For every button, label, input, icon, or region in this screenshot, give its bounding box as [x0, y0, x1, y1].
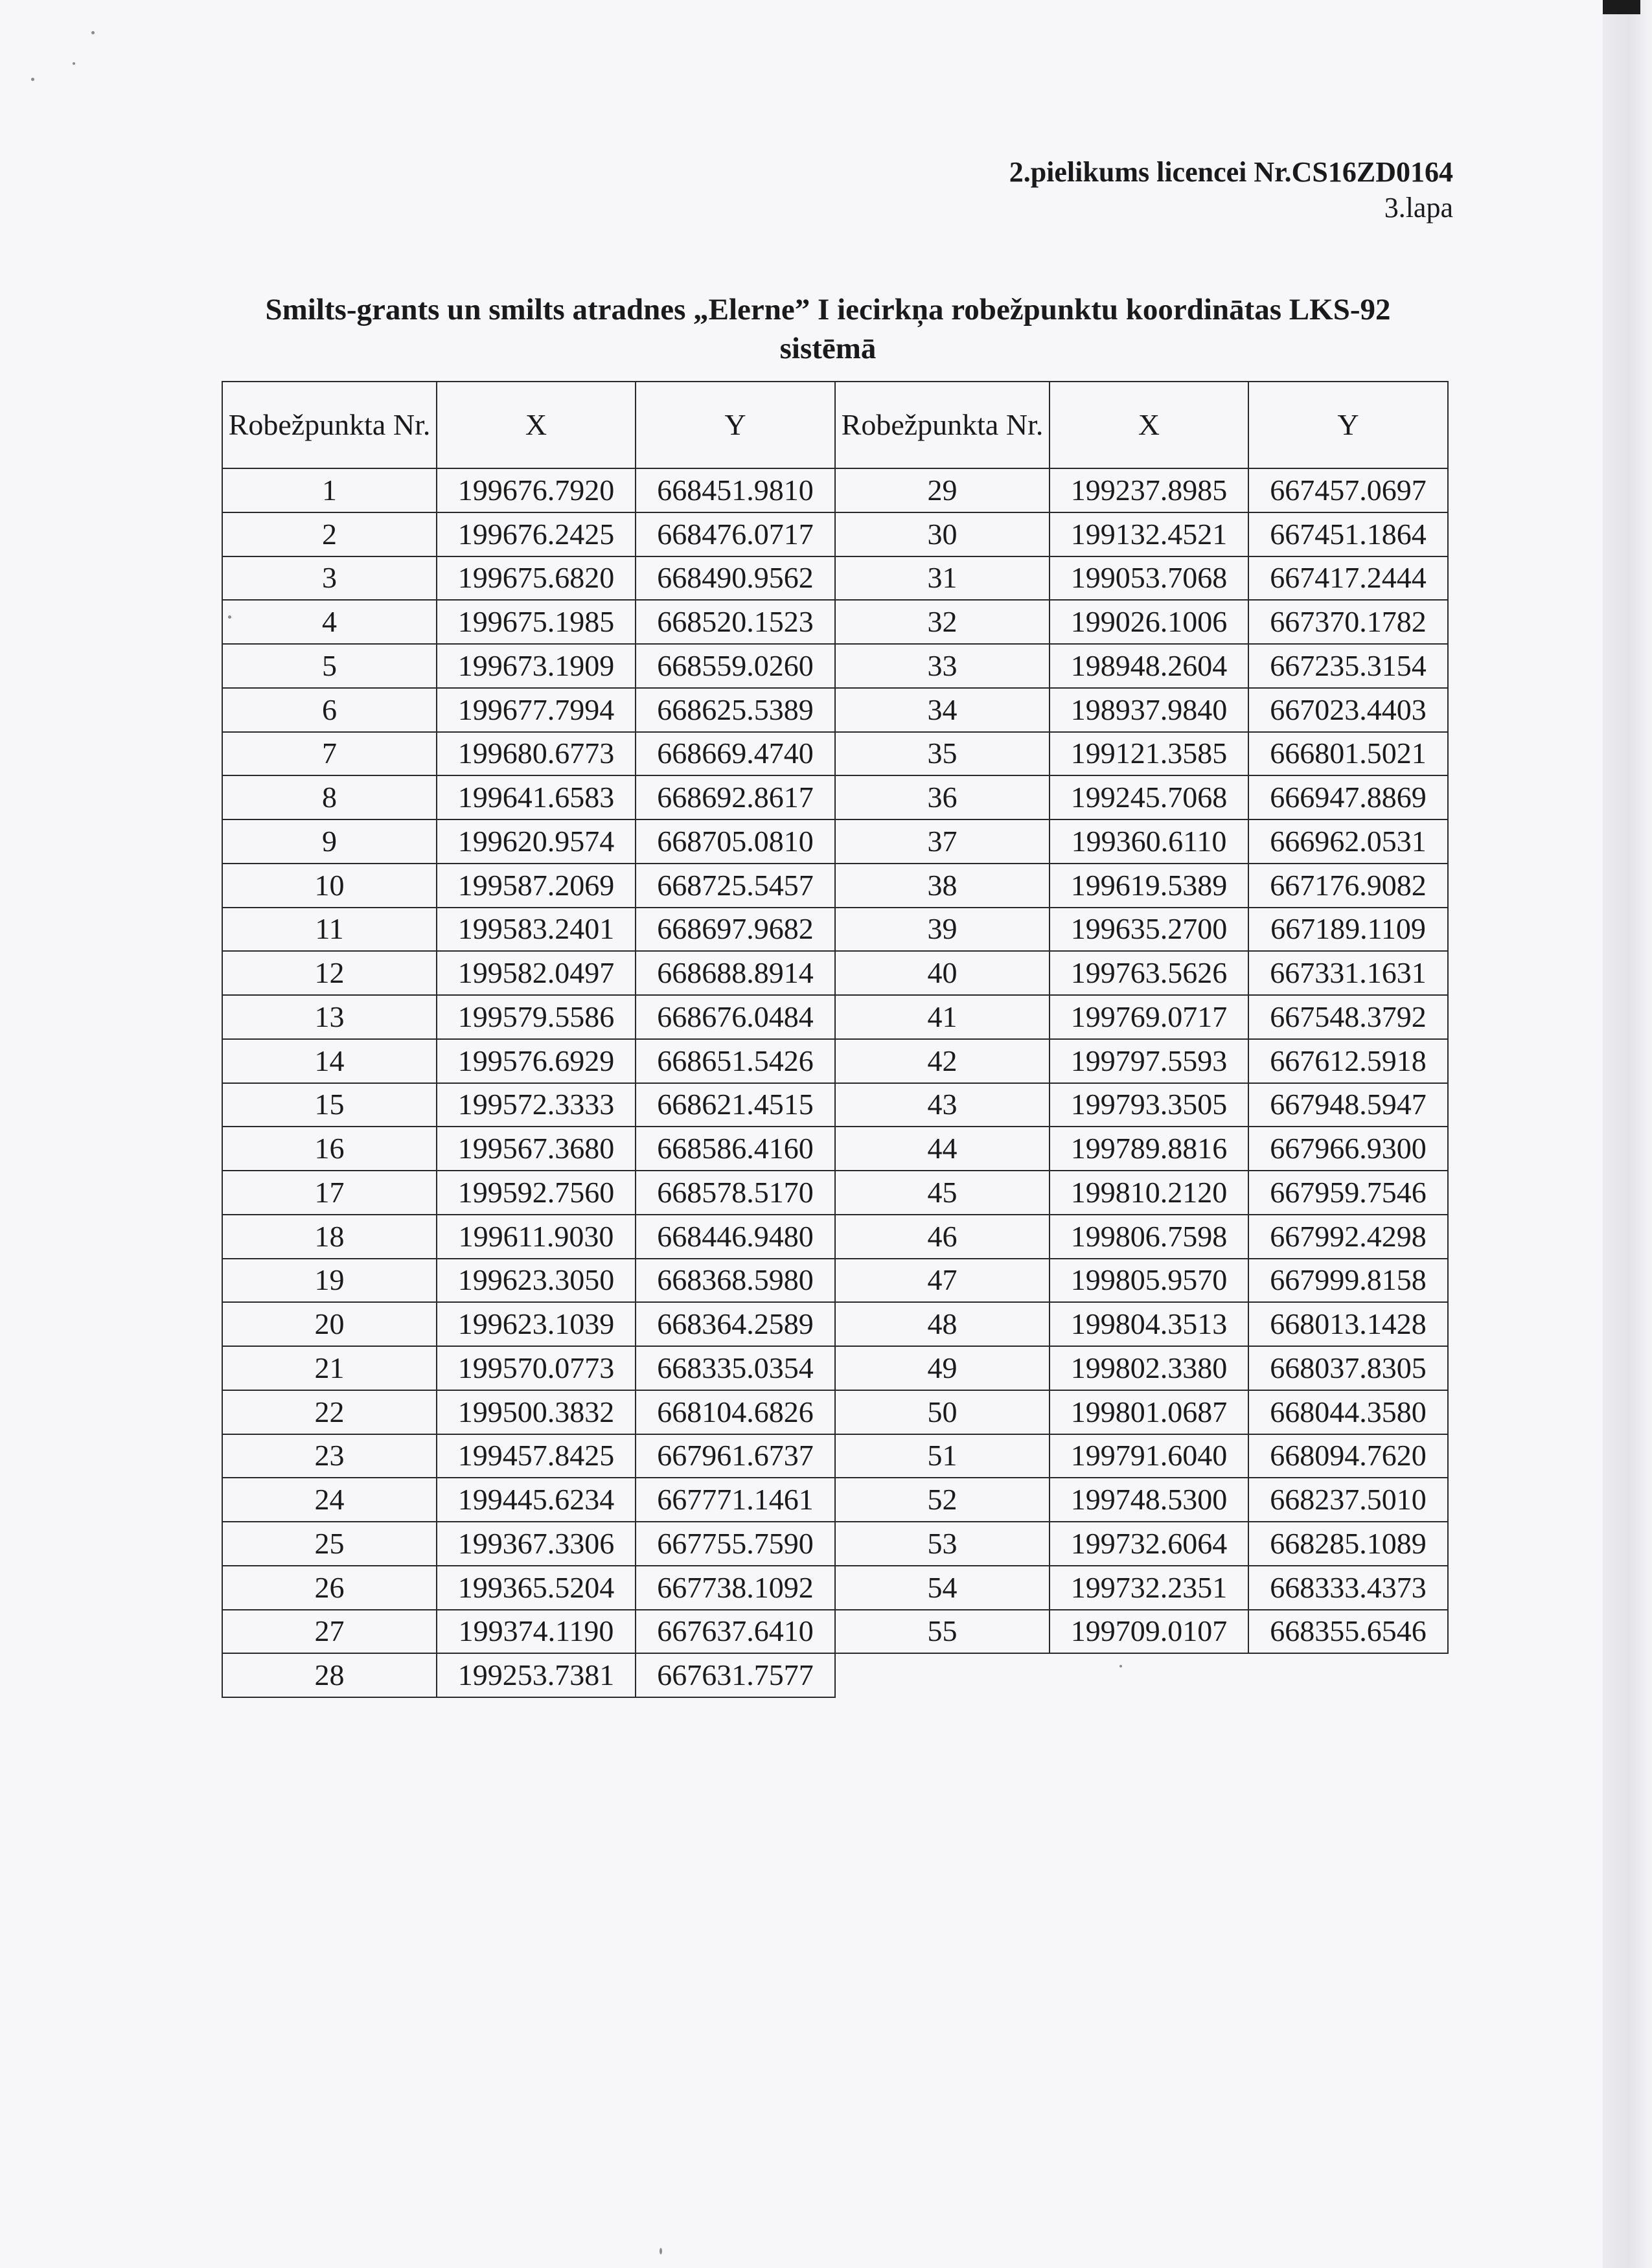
table-row [222, 1215, 1448, 1259]
table-row [222, 468, 1448, 512]
cell-y-coordinate: 668335.0354 [636, 1346, 835, 1390]
cell-y-coordinate: 667331.1631 [1248, 951, 1448, 995]
cell-x-coordinate: 199676.7920 [437, 468, 636, 512]
table-row [222, 1083, 1448, 1127]
cell-y-coordinate: 668451.9810 [636, 468, 835, 512]
cell-x-coordinate: 199732.6064 [1050, 1522, 1248, 1566]
cell-point-nr: 48 [835, 1302, 1050, 1346]
cell-point-nr: 22 [222, 1390, 437, 1434]
cell-x-coordinate: 199445.6234 [437, 1478, 636, 1522]
cell-x-coordinate: 199623.1039 [437, 1302, 636, 1346]
cell-x-coordinate: 199121.3585 [1050, 732, 1248, 776]
cell-y-coordinate: 667176.9082 [1248, 864, 1448, 908]
cell-point-nr: 36 [835, 775, 1050, 819]
cell-point-nr: 44 [835, 1127, 1050, 1171]
cell-y-coordinate: 667548.3792 [1248, 995, 1448, 1039]
cell-point-nr: 30 [835, 512, 1050, 556]
cell-point-nr: 16 [222, 1127, 437, 1171]
scan-speck [660, 2248, 662, 2254]
scan-page-edge [1603, 0, 1652, 2268]
cell-y-coordinate: 666947.8869 [1248, 775, 1448, 819]
cell-point-nr: 24 [222, 1478, 437, 1522]
table-row [222, 1302, 1448, 1346]
table-row [222, 1039, 1448, 1083]
cell-point-nr: 31 [835, 556, 1050, 601]
cell-point-nr: 6 [222, 688, 437, 732]
table-row [222, 1171, 1448, 1215]
table-row [222, 908, 1448, 952]
cell-point-nr: 35 [835, 732, 1050, 776]
cell-y-coordinate: 667959.7546 [1248, 1171, 1448, 1215]
cell-x-coordinate: 199457.8425 [437, 1434, 636, 1478]
scan-speck [31, 78, 34, 81]
empty-cell [1248, 1653, 1448, 1697]
cell-y-coordinate: 667235.3154 [1248, 644, 1448, 688]
table-row [222, 1434, 1448, 1478]
cell-point-nr: 12 [222, 951, 437, 995]
cell-point-nr: 47 [835, 1259, 1050, 1303]
cell-y-coordinate: 667637.6410 [636, 1610, 835, 1654]
cell-x-coordinate: 199567.3680 [437, 1127, 636, 1171]
cell-x-coordinate: 199806.7598 [1050, 1215, 1248, 1259]
cell-x-coordinate: 199245.7068 [1050, 775, 1248, 819]
cell-x-coordinate: 199592.7560 [437, 1171, 636, 1215]
column-header-x: X [437, 382, 636, 468]
cell-y-coordinate: 667738.1092 [636, 1566, 835, 1610]
cell-point-nr: 42 [835, 1039, 1050, 1083]
cell-point-nr: 10 [222, 864, 437, 908]
cell-x-coordinate: 199582.0497 [437, 951, 636, 995]
cell-y-coordinate: 668368.5980 [636, 1259, 835, 1303]
table-row [222, 819, 1448, 864]
cell-x-coordinate: 199237.8985 [1050, 468, 1248, 512]
cell-x-coordinate: 199572.3333 [437, 1083, 636, 1127]
cell-point-nr: 14 [222, 1039, 437, 1083]
cell-y-coordinate: 666801.5021 [1248, 732, 1448, 776]
cell-y-coordinate: 666962.0531 [1248, 819, 1448, 864]
cell-x-coordinate: 199804.3513 [1050, 1302, 1248, 1346]
cell-y-coordinate: 668621.4515 [636, 1083, 835, 1127]
cell-x-coordinate: 199769.0717 [1050, 995, 1248, 1039]
cell-x-coordinate: 199797.5593 [1050, 1039, 1248, 1083]
cell-point-nr: 18 [222, 1215, 437, 1259]
cell-y-coordinate: 667451.1864 [1248, 512, 1448, 556]
cell-point-nr: 9 [222, 819, 437, 864]
table-row [222, 1390, 1448, 1434]
cell-x-coordinate: 199675.1985 [437, 600, 636, 644]
cell-point-nr: 52 [835, 1478, 1050, 1522]
scan-speck [1119, 1665, 1122, 1667]
cell-y-coordinate: 667631.7577 [636, 1653, 835, 1697]
cell-x-coordinate: 199789.8816 [1050, 1127, 1248, 1171]
table-row [222, 1478, 1448, 1522]
table-row [222, 1566, 1448, 1610]
cell-x-coordinate: 199583.2401 [437, 908, 636, 952]
table-row [222, 1127, 1448, 1171]
cell-x-coordinate: 199623.3050 [437, 1259, 636, 1303]
coordinates-table-container [222, 381, 1449, 1698]
cell-point-nr: 8 [222, 775, 437, 819]
table-row [222, 775, 1448, 819]
cell-point-nr: 45 [835, 1171, 1050, 1215]
cell-point-nr: 49 [835, 1346, 1050, 1390]
cell-y-coordinate: 667189.1109 [1248, 908, 1448, 952]
cell-point-nr: 46 [835, 1215, 1050, 1259]
cell-y-coordinate: 667961.6737 [636, 1434, 835, 1478]
cell-x-coordinate: 199635.2700 [1050, 908, 1248, 952]
cell-point-nr: 40 [835, 951, 1050, 995]
cell-y-coordinate: 667992.4298 [1248, 1215, 1448, 1259]
cell-point-nr: 17 [222, 1171, 437, 1215]
cell-y-coordinate: 667417.2444 [1248, 556, 1448, 601]
table-row [222, 864, 1448, 908]
scan-speck [73, 62, 75, 65]
document-title: Smilts-grants un smilts atradnes „Elerne” I iecirkņa robežpunktu koordinātas LKS-92 sistēmā [265, 293, 1391, 365]
cell-x-coordinate: 198948.2604 [1050, 644, 1248, 688]
cell-y-coordinate: 668725.5457 [636, 864, 835, 908]
cell-y-coordinate: 668697.9682 [636, 908, 835, 952]
cell-point-nr: 33 [835, 644, 1050, 688]
table-row [222, 1653, 1448, 1697]
cell-y-coordinate: 668586.4160 [636, 1127, 835, 1171]
cell-point-nr: 3 [222, 556, 437, 601]
cell-x-coordinate: 199801.0687 [1050, 1390, 1248, 1434]
cell-point-nr: 37 [835, 819, 1050, 864]
cell-x-coordinate: 199500.3832 [437, 1390, 636, 1434]
cell-point-nr: 51 [835, 1434, 1050, 1478]
cell-y-coordinate: 667771.1461 [636, 1478, 835, 1522]
cell-x-coordinate: 199367.3306 [437, 1522, 636, 1566]
cell-y-coordinate: 668705.0810 [636, 819, 835, 864]
cell-x-coordinate: 199587.2069 [437, 864, 636, 908]
cell-x-coordinate: 199619.5389 [1050, 864, 1248, 908]
cell-point-nr: 13 [222, 995, 437, 1039]
table-row [222, 556, 1448, 601]
cell-point-nr: 5 [222, 644, 437, 688]
cell-y-coordinate: 668333.4373 [1248, 1566, 1448, 1610]
table-row [222, 951, 1448, 995]
table-body [222, 468, 1448, 1697]
cell-y-coordinate: 668044.3580 [1248, 1390, 1448, 1434]
cell-point-nr: 19 [222, 1259, 437, 1303]
cell-y-coordinate: 668037.8305 [1248, 1346, 1448, 1390]
cell-y-coordinate: 667457.0697 [1248, 468, 1448, 512]
cell-y-coordinate: 668578.5170 [636, 1171, 835, 1215]
cell-point-nr: 43 [835, 1083, 1050, 1127]
cell-y-coordinate: 668104.6826 [636, 1390, 835, 1434]
cell-point-nr: 7 [222, 732, 437, 776]
cell-y-coordinate: 668446.9480 [636, 1215, 835, 1259]
cell-x-coordinate: 199793.3505 [1050, 1083, 1248, 1127]
cell-x-coordinate: 199732.2351 [1050, 1566, 1248, 1610]
table-row [222, 1259, 1448, 1303]
cell-y-coordinate: 668013.1428 [1248, 1302, 1448, 1346]
scan-speck [91, 31, 95, 34]
cell-point-nr: 1 [222, 468, 437, 512]
cell-x-coordinate: 199805.9570 [1050, 1259, 1248, 1303]
cell-y-coordinate: 668355.6546 [1248, 1610, 1448, 1654]
table-row [222, 600, 1448, 644]
cell-y-coordinate: 668651.5426 [636, 1039, 835, 1083]
cell-x-coordinate: 199677.7994 [437, 688, 636, 732]
cell-point-nr: 23 [222, 1434, 437, 1478]
cell-y-coordinate: 667999.8158 [1248, 1259, 1448, 1303]
cell-x-coordinate: 199748.5300 [1050, 1478, 1248, 1522]
cell-point-nr: 38 [835, 864, 1050, 908]
table-row [222, 644, 1448, 688]
cell-point-nr: 25 [222, 1522, 437, 1566]
cell-point-nr: 4 [222, 600, 437, 644]
cell-x-coordinate: 199365.5204 [437, 1566, 636, 1610]
table-row [222, 688, 1448, 732]
scan-speck [228, 615, 231, 619]
cell-y-coordinate: 668237.5010 [1248, 1478, 1448, 1522]
cell-point-nr: 26 [222, 1566, 437, 1610]
cell-y-coordinate: 668676.0484 [636, 995, 835, 1039]
cell-x-coordinate: 199132.4521 [1050, 512, 1248, 556]
cell-point-nr: 32 [835, 600, 1050, 644]
cell-point-nr: 55 [835, 1610, 1050, 1654]
cell-x-coordinate: 199675.6820 [437, 556, 636, 601]
cell-x-coordinate: 199576.6929 [437, 1039, 636, 1083]
cell-y-coordinate: 668285.1089 [1248, 1522, 1448, 1566]
column-header-point-nr: Robežpunkta Nr. [222, 382, 437, 468]
cell-x-coordinate: 198937.9840 [1050, 688, 1248, 732]
cell-x-coordinate: 199802.3380 [1050, 1346, 1248, 1390]
cell-x-coordinate: 199673.1909 [437, 644, 636, 688]
cell-x-coordinate: 199791.6040 [1050, 1434, 1248, 1478]
cell-x-coordinate: 199641.6583 [437, 775, 636, 819]
page-number: 3.lapa [1384, 192, 1453, 223]
table-row [222, 995, 1448, 1039]
cell-point-nr: 11 [222, 908, 437, 952]
cell-y-coordinate: 668692.8617 [636, 775, 835, 819]
table-row [222, 732, 1448, 776]
cell-point-nr: 20 [222, 1302, 437, 1346]
cell-x-coordinate: 199611.9030 [437, 1215, 636, 1259]
cell-point-nr: 2 [222, 512, 437, 556]
column-header-y: Y [636, 382, 835, 468]
cell-y-coordinate: 667948.5947 [1248, 1083, 1448, 1127]
cell-x-coordinate: 199680.6773 [437, 732, 636, 776]
cell-x-coordinate: 199763.5626 [1050, 951, 1248, 995]
column-header-point-nr: Robežpunkta Nr. [835, 382, 1050, 468]
cell-x-coordinate: 199570.0773 [437, 1346, 636, 1390]
cell-y-coordinate: 668094.7620 [1248, 1434, 1448, 1478]
cell-y-coordinate: 668490.9562 [636, 556, 835, 601]
cell-y-coordinate: 668476.0717 [636, 512, 835, 556]
cell-x-coordinate: 199810.2120 [1050, 1171, 1248, 1215]
cell-point-nr: 21 [222, 1346, 437, 1390]
cell-y-coordinate: 667023.4403 [1248, 688, 1448, 732]
table-header-row [222, 382, 1448, 468]
cell-point-nr: 28 [222, 1653, 437, 1697]
cell-point-nr: 29 [835, 468, 1050, 512]
cell-x-coordinate: 199053.7068 [1050, 556, 1248, 601]
cell-x-coordinate: 199620.9574 [437, 819, 636, 864]
coordinates-table [222, 381, 1449, 1698]
table-row [222, 1522, 1448, 1566]
cell-x-coordinate: 199676.2425 [437, 512, 636, 556]
cell-x-coordinate: 199374.1190 [437, 1610, 636, 1654]
cell-y-coordinate: 668669.4740 [636, 732, 835, 776]
cell-x-coordinate: 199360.6110 [1050, 819, 1248, 864]
cell-point-nr: 54 [835, 1566, 1050, 1610]
annex-reference: 2.pielikums licencei Nr.CS16ZD0164 [1009, 156, 1453, 188]
scan-corner-mark [1603, 0, 1640, 14]
cell-x-coordinate: 199253.7381 [437, 1653, 636, 1697]
cell-point-nr: 41 [835, 995, 1050, 1039]
table-row [222, 1346, 1448, 1390]
column-header-y: Y [1248, 382, 1448, 468]
cell-point-nr: 15 [222, 1083, 437, 1127]
cell-y-coordinate: 668364.2589 [636, 1302, 835, 1346]
table-row [222, 1610, 1448, 1654]
cell-y-coordinate: 668559.0260 [636, 644, 835, 688]
cell-x-coordinate: 199579.5586 [437, 995, 636, 1039]
cell-x-coordinate: 199026.1006 [1050, 600, 1248, 644]
cell-y-coordinate: 668520.1523 [636, 600, 835, 644]
column-header-x: X [1050, 382, 1248, 468]
cell-y-coordinate: 668625.5389 [636, 688, 835, 732]
cell-point-nr: 39 [835, 908, 1050, 952]
table-row [222, 512, 1448, 556]
cell-y-coordinate: 667370.1782 [1248, 600, 1448, 644]
cell-point-nr: 50 [835, 1390, 1050, 1434]
cell-point-nr: 27 [222, 1610, 437, 1654]
empty-cell [835, 1653, 1050, 1697]
cell-y-coordinate: 667612.5918 [1248, 1039, 1448, 1083]
cell-y-coordinate: 667966.9300 [1248, 1127, 1448, 1171]
cell-point-nr: 53 [835, 1522, 1050, 1566]
empty-cell [1050, 1653, 1248, 1697]
cell-x-coordinate: 199709.0107 [1050, 1610, 1248, 1654]
cell-y-coordinate: 667755.7590 [636, 1522, 835, 1566]
cell-y-coordinate: 668688.8914 [636, 951, 835, 995]
cell-point-nr: 34 [835, 688, 1050, 732]
